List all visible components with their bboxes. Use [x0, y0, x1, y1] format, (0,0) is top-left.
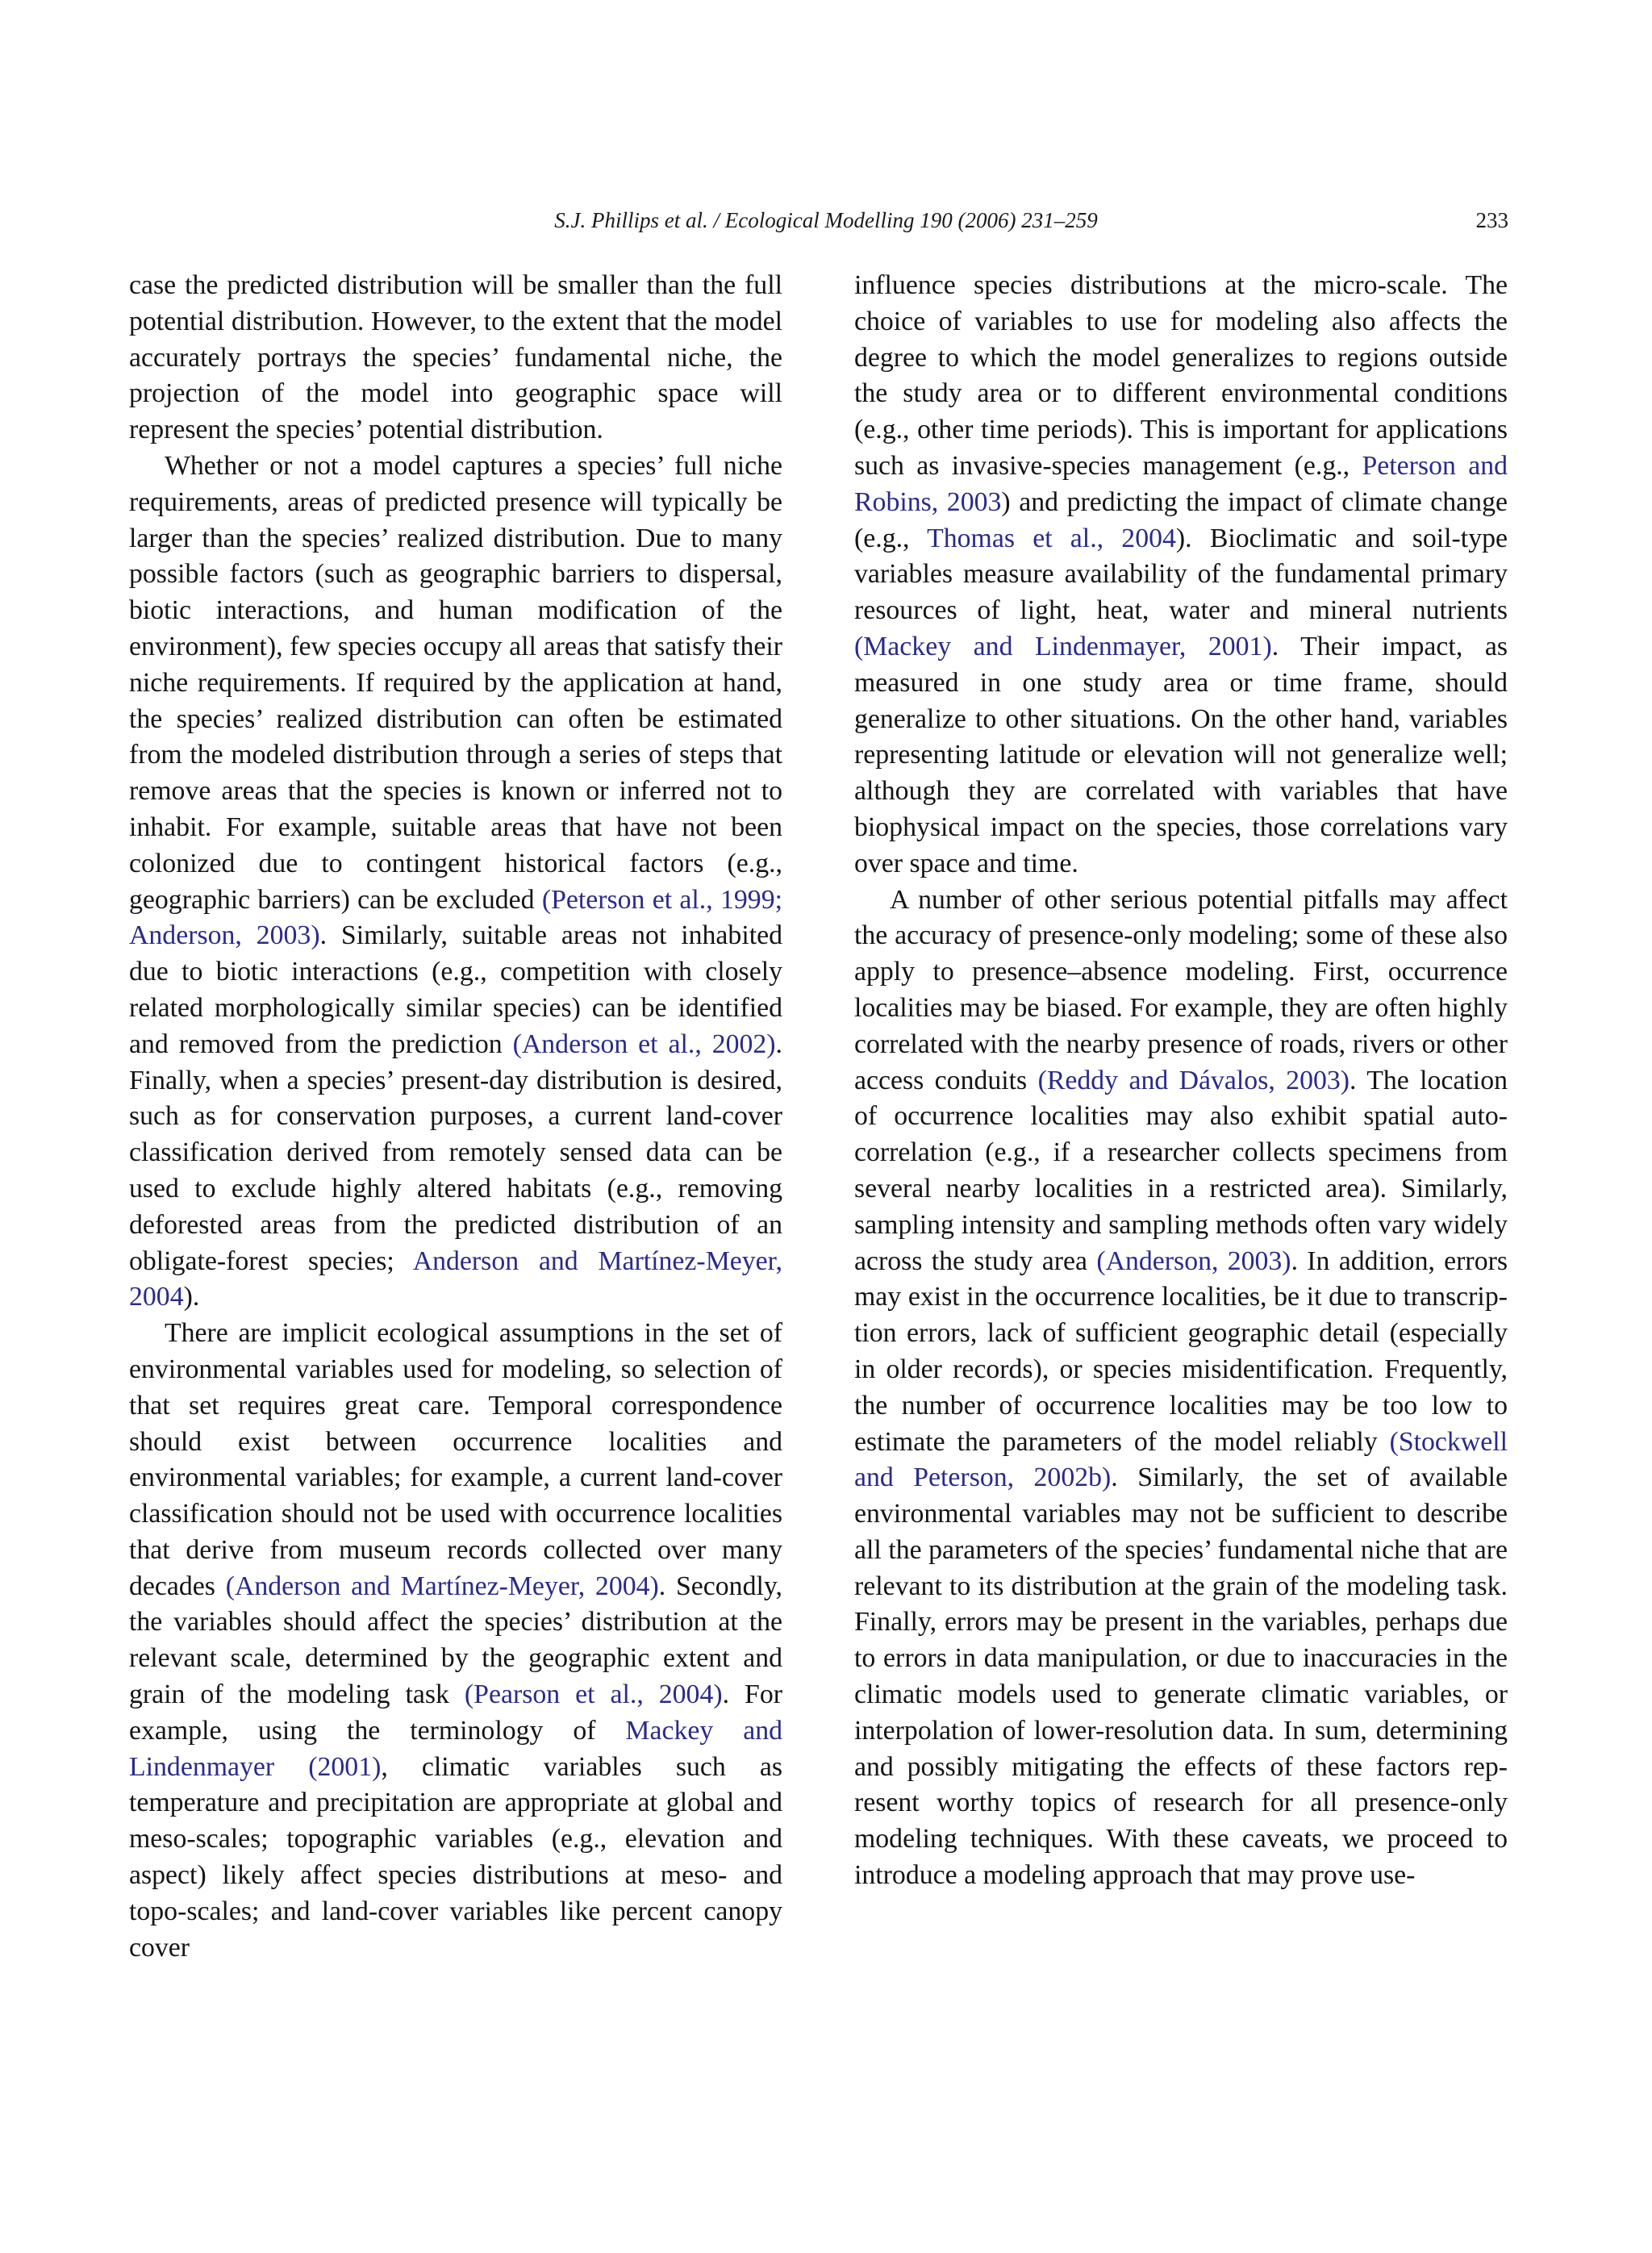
left-column [129, 268, 782, 1966]
text-run: A number of other serious potential pitfalls may affect the accuracy of presence-only modeling; some of these also apply to presence–absence modeling. First, occurrence localities may be biased. For example, they are often highly correlated with the nearby presence of roads, rivers or other access conduits [854, 884, 1508, 1095]
citation-link[interactable]: Peterson and Robins, 2003 [854, 450, 1508, 517]
journal-citation: S.J. Phillips et al. / Ecological Modelling 190 (2006) 231–259 [554, 208, 1098, 232]
text-run: , climatic variables such as temperature and precipitation are appropriate at global and meso-scales; topographic variables (e.g., elevation and aspect) likely affect species distributions at meso- and topo-scales; and land-cover variables like percent canopy cover [129, 1751, 782, 1963]
text-run: ). [183, 1282, 200, 1312]
paragraph [854, 268, 1508, 882]
citation-link[interactable]: (Anderson and Martínez-Meyer, 2004) [225, 1571, 659, 1601]
paragraph [854, 882, 1508, 1894]
citation-link[interactable]: (Stockwell and Peterson, 2002b) [854, 1426, 1508, 1493]
text-run: . Their impact, as measured in one study area or time frame, should generalize to other situations. On the other hand, variables representing latitude or elevation will not generalize well; although they are correlated with variables that have biophysical impact on the species, those correlations vary over space and time. [854, 631, 1508, 878]
text-run: . Finally, when a species’ present-day distribution is desired, such as for conservation purposes, a current land-cover classification derived from remotely sensed data can be used to exclude highly altered habitats (e.g., removing deforested areas from the predicted distribution of an obligate-forest species; [129, 1028, 782, 1276]
text-run: . Similarly, suitable areas not inhabited due to biotic interactions (e.g., competition with closely related morphologically similar species) can be identified and removed from the prediction [129, 920, 782, 1059]
citation-link[interactable]: (Peterson et al., 1999; Anderson, 2003) [129, 884, 782, 951]
paragraph [129, 268, 782, 449]
citation-link[interactable]: (Pearson et al., 2004) [464, 1679, 723, 1710]
page-number: 233 [1475, 208, 1508, 232]
text-run: Whether or not a model captures a species’ full niche requirements, areas of predicted presence will typically be larger than the species’ realized distribution. Due to many possible factors (such as geographic barriers to dispersal, biotic interactions, and human modification of the environment), few species occupy all areas that satisfy their niche requirements. If required by the application at hand, the species’ realized distribution can often be estimated from the modeled distribution through a series of steps that remove areas that the species is known or inferred not to inhabit. For example, suitable areas that have not been colonized due to contingent historical factors (e.g., geographic barriers) can be excluded [129, 450, 782, 915]
running-head [0, 208, 1652, 237]
text-run: . For example, using the terminology of [129, 1679, 783, 1746]
text-run: . Secondly, the variables should affect the species’ distribution at the relevant scale, determined by the geographic extent and grain of the modeling task [129, 1571, 783, 1710]
text-run: ) and predicting the impact of climate change (e.g., [854, 486, 1508, 553]
text-run: ). Bioclimatic and soil-type variables measure availability of the fundamental primary resources of light, heat, water and mineral nutrients [854, 523, 1508, 626]
text-run: case the predicted distribution will be smaller than the full potential distribution. However, to the extent that the model accurately portrays the species’ fundamental niche, the projection of the model into geographic space will represent the species’ potential distribution. [129, 270, 782, 445]
citation-link[interactable]: (Anderson et al., 2002) [512, 1028, 776, 1059]
citation-link[interactable]: Anderson and Martínez-Meyer, 2004 [129, 1245, 782, 1312]
citation-link[interactable]: (Mackey and Lindenmayer, 2001) [854, 631, 1272, 661]
citation-link[interactable]: Thomas et al., 2004 [927, 523, 1176, 553]
text-run: . Similarly, the set of available environmental variables may not be sufficient to describe all the parameters of the species’ fundamental niche that are relevant to its distribution at the grain of the modeling task. Finally, errors may be present in the variables, perhaps due to errors in data manipulation, or due to inaccuracies in the climatic models used to generate climatic variables, or interpolation of lower-resolution data. In sum, determining and possibly mitigating the effects of these factors represent worthy topics of research for all presence-only modeling techniques. With these caveats, we proceed to introduce a modeling approach that may prove use- [854, 1462, 1508, 1891]
paragraph [129, 449, 782, 1316]
text-run: influence species distributions at the micro-scale. The choice of variables to use for modeling also affects the degree to which the model generalizes to regions outside the study area or to different environmental conditions (e.g., other time periods). This is important for applications such as invasive-species management (e.g., [854, 270, 1508, 481]
text-run: There are implicit ecological assumptions in the set of environmental variables used for modeling, so selection of that set requires great care. Temporal correspondence should exist between occurrence localities and environmental variables; for example, a current land-cover classification should not be used with occurrence localities that derive from museum records collected over many decades [129, 1318, 782, 1601]
citation-link[interactable]: (Anderson, 2003) [1096, 1245, 1291, 1276]
text-run: . In addition, errors may exist in the occurrence localities, be it due to transcription errors, lack of sufficient geographic detail (especially in older records), or species misidentification. Frequently, the number of occurrence localities may be too low to estimate the parameters of the model reliably [854, 1245, 1508, 1457]
paragraph [129, 1316, 782, 1966]
citation-link[interactable]: (Reddy and Dávalos, 2003) [1037, 1065, 1350, 1095]
text-run: . The location of occurrence localities may also exhibit spatial auto-correlation (e.g., if a researcher collects specimens from several nearby localities in a restricted area). Similarly, sampling intensity and sampling methods often vary widely across the study area [854, 1065, 1508, 1276]
citation-link[interactable]: Mackey and Lindenmayer (2001) [129, 1715, 782, 1782]
right-column [854, 268, 1508, 1894]
